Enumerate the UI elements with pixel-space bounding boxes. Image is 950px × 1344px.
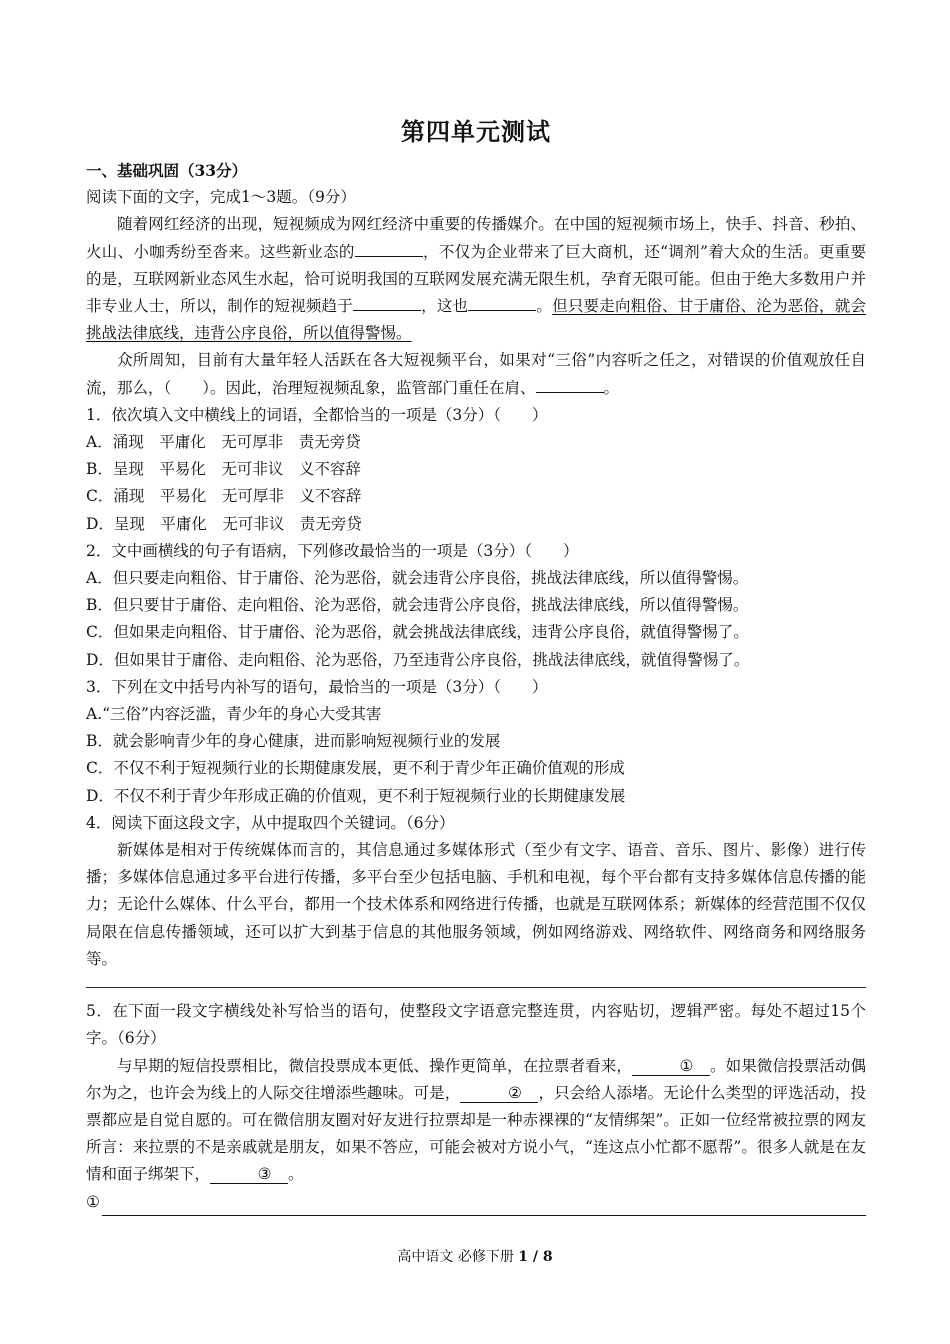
section-heading: 一、基础巩固（33分） <box>86 161 248 180</box>
option-c[interactable]: C．但如果走向粗俗、甘于庸俗、沦为恶俗，就会挑战法律底线，违背公序良俗，就值得警惕了。 <box>86 623 749 642</box>
page-number: 1 / 8 <box>518 1249 553 1265</box>
question-passage: 与早期的短信投票相比，微信投票成本更低、操作更简单，在拉票者看来， ① 。如果微信投票活动偶尔为之，也许会为线上的人际交往增添些趣味。可是， ② ，只会给人添堵。无论什么类型的评选活动，投票都应是自觉自愿的。可在微信朋友圈对好友进行拉票却是一种赤裸裸的“友情绑架”。正如一位经常被拉票的网友所言：来拉票的不是亲戚就是朋友，如果不答应，可能会被对方说小气，“连这点小忙都不愿帮”。很多人就是在友情和面子绑架下， ③ 。 <box>86 1056 866 1184</box>
option-a[interactable]: A.“三俗”内容泛滥，青少年的身心大受其害 <box>86 705 382 724</box>
question-stem: 3．下列在文中括号内补写的语句，最恰当的一项是（3分）（ ） <box>86 677 548 696</box>
fill-blank[interactable] <box>353 294 421 311</box>
underlined-sentence: 但只要走向粗俗、甘于庸俗、沦为恶俗，就会挑战法律底线，违背公序良俗，所以值得警惕。 <box>86 297 866 343</box>
answer-rule[interactable] <box>102 1195 866 1216</box>
question-passage: 新媒体是相对于传统媒体而言的，其信息通过多媒体形式（至少有文字、语音、音乐、图片、影像）进行传播；多媒体信息通过多平台进行传播，多平台至少包括电脑、手机和电视，每个平台都有支持多媒体信息传播的能力；无论什么媒体、什么平台，都用一个技术体系和网络进行传播，也就是互联网体系；新媒体的经营范围不仅仅局限在信息传播领域，还可以扩大到基于信息的其他服务领域，例如网络游戏、网络软件、网络商务和网络服务等。 <box>86 841 866 968</box>
reading-instruction: 阅读下面的文字，完成1～3题。（9分） <box>86 188 356 207</box>
question-4 <box>86 810 866 988</box>
fill-blank-1[interactable]: ① <box>632 1057 710 1076</box>
fill-blank-3[interactable]: ③ <box>210 1165 288 1184</box>
page-title: 第四单元测试 <box>401 117 551 146</box>
answer-label: ① <box>86 1192 100 1211</box>
question-stem: 5．在下面一段文字横线处补写恰当的语句，使整段文字语意完整连贯，内容贴切，逻辑严密。每处不超过15个字。（6分） <box>86 1002 866 1048</box>
footer-text: 高中语文 必修下册 <box>397 1249 519 1265</box>
answer-line[interactable] <box>86 987 866 988</box>
page-footer <box>0 1246 950 1266</box>
question-stem: 4．阅读下面这段文字，从中提取四个关键词。（6分） <box>86 813 455 832</box>
option-c[interactable]: C．涌现 平易化 无可厚非 义不容辞 <box>86 487 362 506</box>
option-c[interactable]: C．不仅不利于短视频行业的长期健康发展，更不利于青少年正确价值观的形成 <box>86 759 625 778</box>
page-content <box>86 112 866 1216</box>
question-stem: 2．文中画横线的句子有语病，下列修改最恰当的一项是（3分）（ ） <box>86 541 579 560</box>
fill-blank-2[interactable]: ② <box>460 1084 538 1103</box>
fill-blank[interactable] <box>468 294 536 311</box>
option-d[interactable]: D．呈现 平庸化 无可非议 责无旁贷 <box>86 514 362 533</box>
question-5 <box>86 998 866 1215</box>
fill-blank[interactable] <box>536 376 604 393</box>
option-a[interactable]: A．但只要走向粗俗、甘于庸俗、沦为恶俗，就会违背公序良俗，挑战法律底线，所以值得警惕。 <box>86 569 749 588</box>
question-stem: 1．依次填入文中横线上的词语，全都恰当的一项是（3分）（ ） <box>86 405 548 424</box>
option-d[interactable]: D．但如果甘于庸俗、走向粗俗、沦为恶俗，乃至违背公序良俗，挑战法律底线，就值得警惕了。 <box>86 650 750 669</box>
question-2 <box>86 538 866 674</box>
passage-paragraph-1: 随着网红经济的出现，短视频成为网红经济中重要的传播媒介。在中国的短视频市场上，快手、抖音、秒拍、火山、小咖秀纷至沓来。这些新业态的 ，不仅为企业带来了巨大商机，还“调剂”着大众的生活。更重要的是，互联网新业态风生水起，恰可说明我国的互联网发展充满无限生机，孕育无限可能。但由于绝大多数用户并非专业人士，所以，制作的短视频趋于 ，这也 。但只要走向粗俗、甘于庸俗、沦为恶俗，就会挑战法律底线，违背公序良俗，所以值得警惕。 <box>86 215 866 343</box>
option-a[interactable]: A．涌现 平庸化 无可厚非 责无旁贷 <box>86 433 361 452</box>
question-3 <box>86 674 866 810</box>
question-1 <box>86 402 866 538</box>
passage-paragraph-2: 众所周知，目前有大量年轻人活跃在各大短视频平台，如果对“三俗”内容听之任之，对错误的价值观放任自流，那么，（ ）。因此，治理短视频乱象，监管部门重任在肩、 。 <box>86 351 866 397</box>
answer-line-1[interactable] <box>86 1189 866 1216</box>
option-b[interactable]: B．但只要甘于庸俗、走向粗俗、沦为恶俗，就会违背公序良俗，挑战法律底线，所以值得警惕。 <box>86 596 749 615</box>
fill-blank[interactable] <box>355 240 423 257</box>
option-d[interactable]: D．不仅不利于青少年形成正确的价值观，更不利于短视频行业的长期健康发展 <box>86 786 626 805</box>
option-b[interactable]: B．呈现 平易化 无可非议 义不容辞 <box>86 460 361 479</box>
option-b[interactable]: B．就会影响青少年的身心健康，进而影响短视频行业的发展 <box>86 732 501 751</box>
